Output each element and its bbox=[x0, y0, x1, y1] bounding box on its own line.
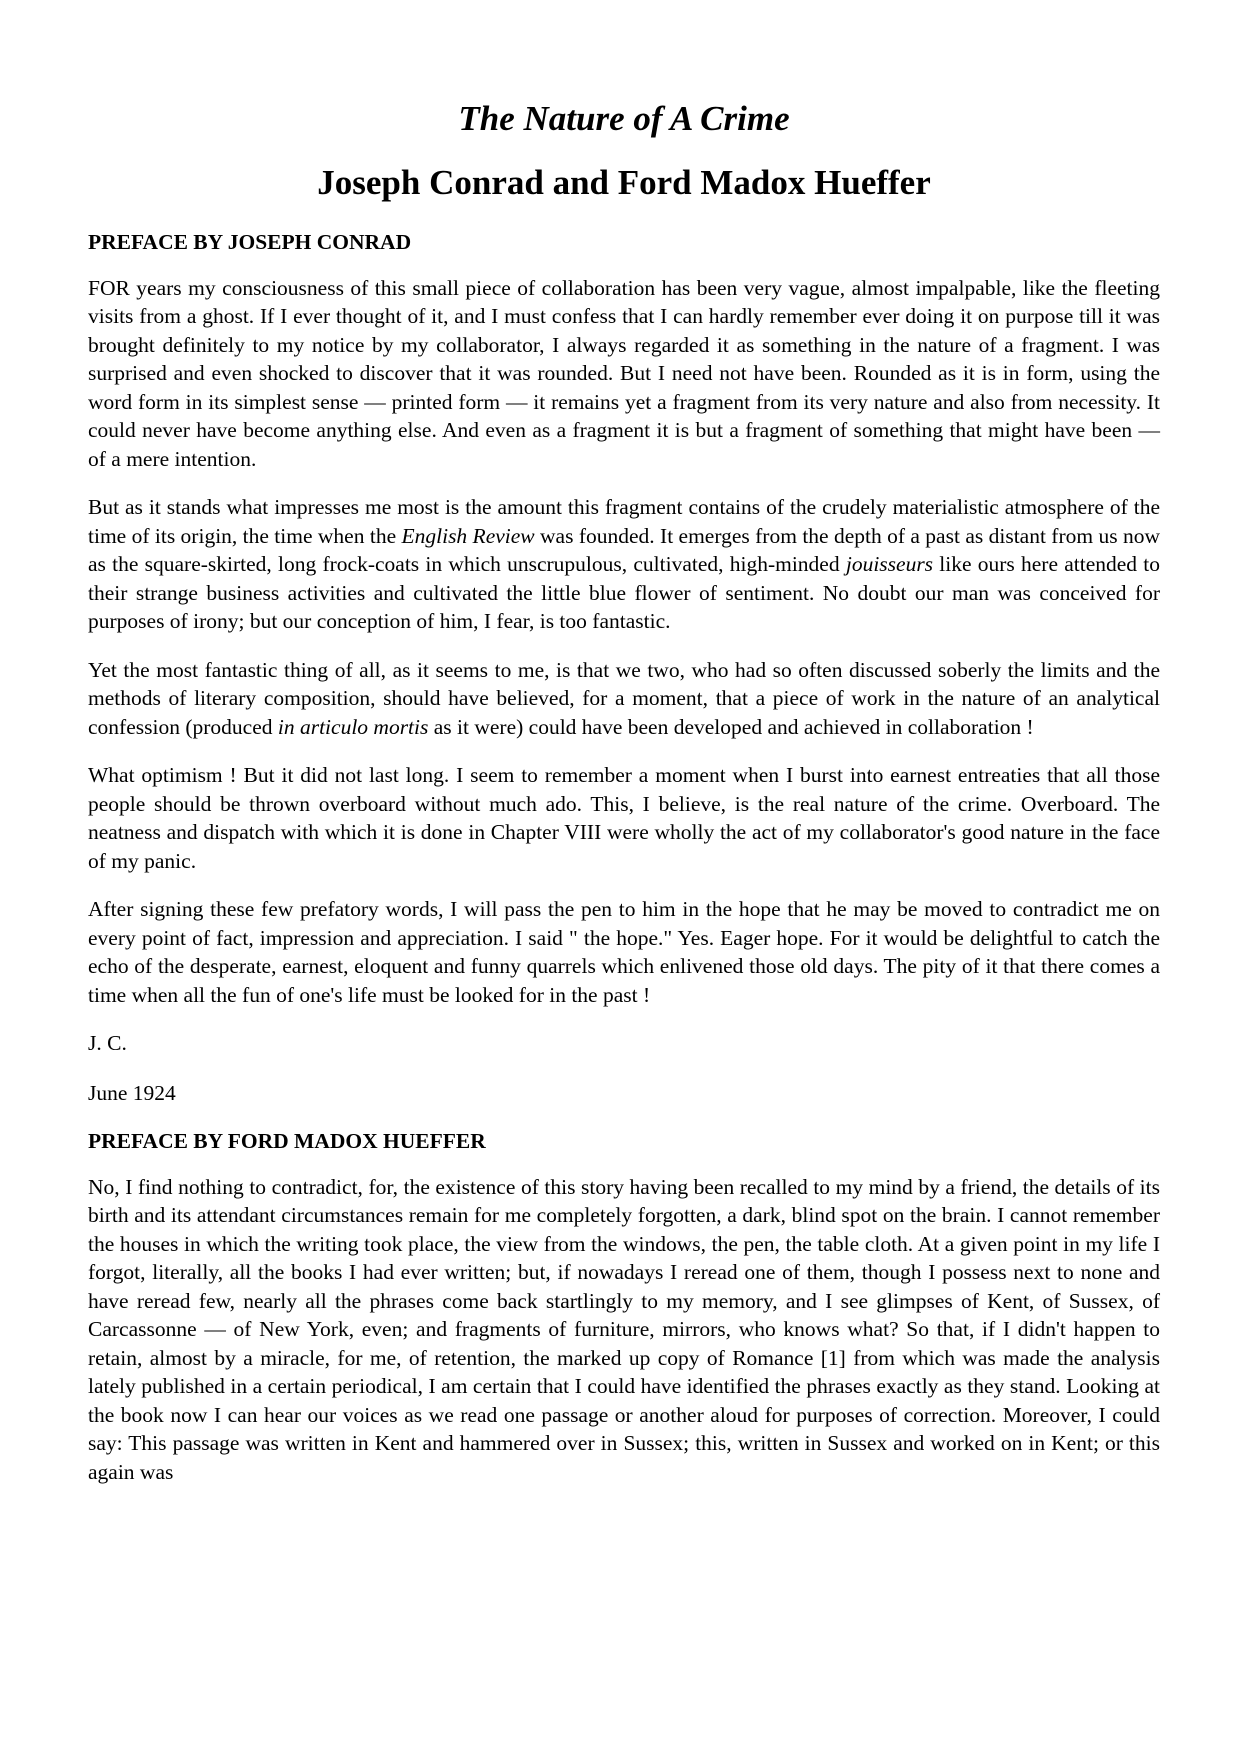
preface-conrad-signature: J. C. bbox=[88, 1031, 127, 1055]
latin-phrase: in articulo mortis bbox=[277, 714, 429, 739]
text-run: like ours here attended to their strange business activities and cultivated the little blue flower of sentiment. No doubt our man was conceived for purposes of irony; but our conception of him, I fear, is too fantastic. bbox=[88, 552, 1160, 633]
preface-conrad-paragraph-3 bbox=[88, 656, 1160, 742]
preface-conrad-paragraph-5: After signing these few prefatory words, I will pass the pen to him in the hope that he may be moved to contradict me on every point of fact, impression and appreciation. I said " the hope." Yes. Eager hope. For it would be delightful to catch the echo of the desperate, earnest, eloquent and funny quarrels which enlivened those old days. The pity of it that there comes a time when all the fun of one's life must be looked for in the past ! bbox=[88, 897, 1160, 1007]
document-authors: Joseph Conrad and Ford Madox Hueffer bbox=[317, 163, 931, 202]
text-run: Yet the most fantastic thing of all, as it seems to me, is that we two, who had so often discussed soberly the limits and the methods of literary composition, should have believed, for a moment, that a piece of work in the nature of an analytical confession (produced bbox=[88, 657, 1160, 739]
preface-conrad-paragraph-1: FOR years my consciousness of this small piece of collaboration has been very vague, almost impalpable, like the fleeting visits from a ghost. If I ever thought of it, and I must confess that I can hardly remember ever doing it on purpose till it was brought definitely to my notice by my collaborator, I always regarded it as something in the nature of a fragment. I was surprised and even shocked to discover that it was rounded. But I need not have been. Rounded as it is in form, using the word form in its simplest sense — printed form — it remains yet a fragment from its very nature and also from necessity. It could never have become anything else. And even as a fragment it is but a fragment of something that might have been — of a mere intention. bbox=[88, 275, 1160, 471]
preface-hueffer-paragraph-1: No, I find nothing to contradict, for, the existence of this story having been recalled to my mind by a friend, the details of its birth and its attendant circumstances remain for me completely forgotten, a dark, blind spot on the brain. I cannot remember the houses in which the writing took place, the view from the windows, the pen, the table cloth. At a given point in my life I forgot, literally, all the books I had ever written; but, if nowadays I reread one of them, though I possess next to none and have reread few, nearly all the phrases come back startlingly to my memory, and I see glimpses of Kent, of Sussex, of Carcassonne — of New York, even; and fragments of furniture, mirrors, who knows what? So that, if I didn't happen to retain, almost by a miracle, for me, of retention, the marked up copy of Romance [1] from which was made the analysis lately published in a certain periodical, I am certain that I could have identified the phrases exactly as they stand. Looking at the book now I can hear our voices as we read one passage or another aloud for purposes of correction. Moreover, I could say: This passage was written in Kent and hammered over in Sussex; this, written in Sussex and worked on in Kent; or this again was bbox=[88, 1174, 1160, 1484]
preface-conrad-paragraph-2 bbox=[88, 493, 1160, 636]
text-run: as it were) could have been developed and achieved in collaboration ! bbox=[428, 714, 1034, 739]
text-run: But as it stands what impresses me most is the amount this fragment contains of the crudely materialistic atmosphere of the time of its origin, the time when the bbox=[88, 495, 1160, 548]
preface-conrad-paragraph-4: What optimism ! But it did not last long. I seem to remember a moment when I burst into earnest entreaties that all those people should be thrown overboard without much ado. This, I believe, is the real nature of the crime. Overboard. The neatness and dispatch with which it is done in Chapter VIII were wholly the act of my collaborator's good nature in the face of my panic. bbox=[88, 763, 1160, 873]
document-body bbox=[88, 228, 1160, 1506]
text-run: was founded. It emerges from the depth of a past as distant from us now as the square-skirted, long frock-coats in which unscrupulous, cultivated, high-minded bbox=[88, 523, 1160, 576]
document-title: The Nature of A Crime bbox=[458, 99, 790, 138]
preface-conrad-heading: PREFACE BY JOSEPH CONRAD bbox=[88, 230, 412, 254]
preface-hueffer-heading: PREFACE BY FORD MADOX HUEFFER bbox=[88, 1129, 486, 1153]
preface-conrad-date: June 1924 bbox=[88, 1080, 176, 1105]
english-review-title: English Review bbox=[401, 523, 535, 548]
jouisseurs-term: jouisseurs bbox=[845, 552, 934, 576]
